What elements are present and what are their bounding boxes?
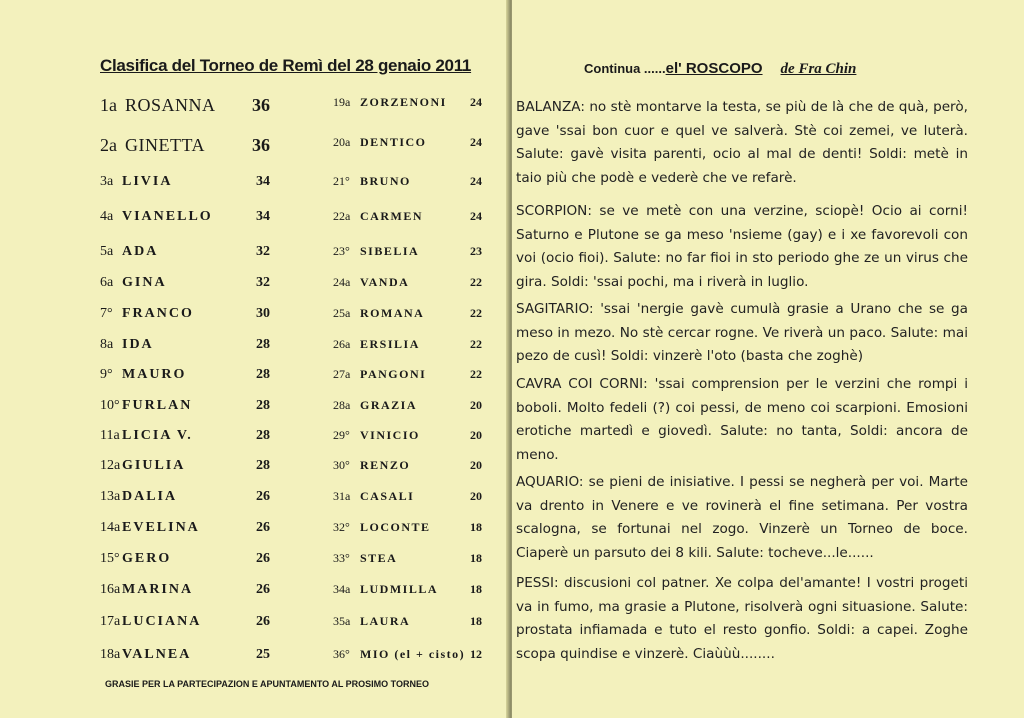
- standings-row: [0, 398, 508, 418]
- left-rank: 17a: [100, 614, 121, 629]
- right-name: DENTICO: [360, 135, 427, 149]
- right-rank: 32°: [333, 520, 350, 534]
- right-name: LOCONTE: [360, 520, 431, 534]
- right-name: GRAZIA: [360, 398, 418, 412]
- left-rank: 5a: [100, 244, 114, 259]
- standings-row: [0, 582, 508, 602]
- left-score: 26: [256, 582, 270, 597]
- left-rank: 7°: [100, 306, 113, 321]
- left-name: DALIA: [122, 489, 178, 504]
- sign-label: SCORPION:: [516, 203, 592, 219]
- sign-text: se ve metè con una verzine, sciopè! Ocio ai corni! Saturno e Plutone se ga meso 'nsieme (gay) e i xe favorevoli con voi (ocio fioi). Salute: no far fioi in sto periodo ghe ze un virus che gira. Soldi: 'ssai pochi, ma i riverà in luglio.: [516, 203, 968, 290]
- left-rank: 2a: [100, 135, 117, 155]
- standings-row: [0, 244, 508, 264]
- sign-text: se pieni de inisiative. I pessi se negherà per voi. Marte va drento in Venere e ve rovinerà el fine setimana. Per vostra scalogna, se fortunai nel zogo. Vinzerè un Torneo de boce. Ciaperè un parsuto dei 8 kili. Salute: tocheve...le......: [516, 474, 969, 561]
- right-score: 23: [470, 244, 482, 258]
- continua-label: Continua ......: [584, 61, 666, 76]
- right-name: ROMANA: [360, 306, 425, 320]
- left-score: 28: [256, 398, 270, 413]
- right-rank: 22a: [333, 209, 351, 223]
- standings-row: [0, 135, 508, 155]
- sign-label: BALANZA:: [516, 99, 585, 115]
- right-rank: 31a: [333, 489, 351, 503]
- horoscope-scorpion: [516, 200, 968, 294]
- left-name: GINETTA: [125, 135, 206, 155]
- right-rank: 24a: [333, 275, 351, 289]
- right-name: SIBELIA: [360, 244, 420, 258]
- sign-text: 'ssai comprension per le verzini che rompi i boboli. Molto fedeli (?) coi pessi, de meno coi scarpioni. Emosioni erotiche martedì e giovedì. Salute: no tanta, Soldi: ancora de meno.: [516, 376, 968, 463]
- left-score: 25: [256, 647, 270, 662]
- horoscope-pessi: [516, 572, 968, 666]
- right-score: 22: [470, 367, 482, 381]
- left-score: 28: [256, 458, 270, 473]
- right-name: BRUNO: [360, 174, 411, 188]
- right-score: 18: [470, 614, 482, 628]
- left-name: LICIA V.: [122, 428, 193, 443]
- left-name: GIULIA: [122, 458, 186, 473]
- standings-row: [0, 428, 508, 448]
- right-rank: 23°: [333, 244, 350, 258]
- left-rank: 6a: [100, 275, 114, 290]
- left-name: FRANCO: [122, 306, 194, 321]
- left-rank: 12a: [100, 458, 121, 473]
- standings-row: [0, 520, 508, 540]
- left-score: 26: [256, 489, 270, 504]
- left-name: LIVIA: [122, 174, 173, 189]
- right-rank: 27a: [333, 367, 351, 381]
- right-rank: 36°: [333, 647, 350, 661]
- horoscope-sagitario: [516, 298, 968, 369]
- sign-label: PESSI:: [516, 575, 559, 591]
- right-score: 18: [470, 520, 482, 534]
- left-score: 36: [252, 135, 270, 155]
- left-rank: 18a: [100, 647, 121, 662]
- left-rank: 8a: [100, 337, 114, 352]
- left-name: LUCIANA: [122, 614, 202, 629]
- left-rank: 4a: [100, 209, 114, 224]
- sign-label: SAGITARIO:: [516, 301, 594, 317]
- sign-text: discusioni col patner. Xe colpa del'amante! I vostri progeti va in fumo, ma grasie a Plutone, risolverà ogni situasione. Salute: prostata infiamada e tuto el resto gonfio. Soldi: a capei. Zoghe scopa quindise e vinzerè. Ciaùùù........: [516, 575, 968, 662]
- left-score: 28: [256, 337, 270, 352]
- left-score: 36: [252, 95, 270, 115]
- right-rank: 19a: [333, 95, 351, 109]
- left-score: 26: [256, 551, 270, 566]
- standings-row: [0, 458, 508, 478]
- right-score: 20: [470, 428, 482, 442]
- left-score: 26: [256, 520, 270, 535]
- right-name: LAURA: [360, 614, 411, 628]
- right-name: STEA: [360, 551, 398, 565]
- left-rank: 13a: [100, 489, 121, 504]
- right-score: 20: [470, 398, 482, 412]
- left-score: 32: [256, 244, 270, 259]
- right-score: 24: [470, 209, 482, 223]
- right-name: ERSILIA: [360, 337, 420, 351]
- sign-label: AQUARIO:: [516, 474, 584, 490]
- footer-note: GRASIE PER LA PARTECIPAZION E APUNTAMENTO AL PROSIMO TORNEO: [105, 679, 430, 689]
- standings-row: [0, 614, 508, 634]
- right-rank: 34a: [333, 582, 351, 596]
- left-rank: 3a: [100, 174, 114, 189]
- right-score: 20: [470, 458, 482, 472]
- right-name: LUDMILLA: [360, 582, 439, 596]
- left-score: 28: [256, 428, 270, 443]
- right-name: PANGONI: [360, 367, 427, 381]
- left-score: 30: [256, 306, 270, 321]
- right-name: ZORZENONI: [360, 95, 447, 109]
- right-score: 24: [470, 135, 482, 149]
- sign-text: no stè montarve la testa, se più de là che de quà, però, gave 'ssai bon cuor e quel ve salverà. Stè coi zemei, ve luterà. Salute: gavè visita parenti, ocio al mal de denti! Soldi: metè in taio più che podè e vederè che ve refarè.: [516, 99, 968, 186]
- right-rank: 26a: [333, 337, 351, 351]
- right-score: 20: [470, 489, 482, 503]
- right-rank: 28a: [333, 398, 351, 412]
- left-rank: 15°: [100, 551, 120, 566]
- left-name: ADA: [122, 244, 159, 259]
- author-name: de Fra Chin: [780, 61, 857, 77]
- left-rank: 16a: [100, 582, 121, 597]
- left-name: ROSANNA: [125, 95, 216, 115]
- left-rank: 11a: [100, 428, 120, 443]
- left-name: FURLAN: [122, 398, 193, 413]
- right-rank: 21°: [333, 174, 350, 188]
- left-rank: 9°: [100, 367, 113, 382]
- left-score: 34: [256, 174, 270, 189]
- right-rank: 20a: [333, 135, 351, 149]
- left-name: IDA: [122, 337, 154, 352]
- right-name: CARMEN: [360, 209, 423, 223]
- roscopo-title: el' ROSCOPO: [665, 60, 763, 77]
- right-rank: 33°: [333, 551, 350, 565]
- right-name: RENZO: [360, 458, 411, 472]
- standings-row: [0, 367, 508, 387]
- right-score: 24: [470, 95, 482, 109]
- left-name: GERO: [122, 551, 172, 566]
- right-rank: 25a: [333, 306, 351, 320]
- horoscope-balanza: [516, 96, 968, 190]
- standings-row: [0, 95, 508, 115]
- right-rank: 30°: [333, 458, 350, 472]
- right-rank: 29°: [333, 428, 350, 442]
- left-page: [0, 0, 508, 718]
- left-name: VALNEA: [122, 647, 192, 662]
- standings-row: [0, 551, 508, 571]
- left-name: VIANELLO: [122, 209, 213, 224]
- right-score: 18: [470, 582, 482, 596]
- right-name: MIO (el + cisto): [360, 647, 466, 661]
- right-score: 24: [470, 174, 482, 188]
- left-score: 26: [256, 614, 270, 629]
- right-name: VINICIO: [360, 428, 420, 442]
- left-rank: 14a: [100, 520, 121, 535]
- right-score: 18: [470, 551, 482, 565]
- right-rank: 35a: [333, 614, 351, 628]
- left-score: 32: [256, 275, 270, 290]
- horoscope-header: [584, 60, 856, 78]
- left-name: GINA: [122, 275, 167, 290]
- right-name: VANDA: [360, 275, 410, 289]
- left-name: EVELINA: [122, 520, 200, 535]
- right-score: 22: [470, 275, 482, 289]
- left-score: 28: [256, 367, 270, 382]
- sign-label: CAVRA COI CORNI:: [516, 376, 648, 392]
- standings-title: Clasifica del Torneo de Remì del 28 genaio 2011: [100, 56, 472, 75]
- horoscope-cavra: [516, 373, 968, 467]
- standings-row: [0, 489, 508, 509]
- sign-text: 'ssai 'nergie gavè cumulà grasie a Urano che se ga meso in mezo. No stè cercar rogne. Ve riverà un paco. Salute: mai pezo de cusì! Soldi: vinzerè l'oto (basta che zoghè): [516, 301, 968, 365]
- right-score: 22: [470, 306, 482, 320]
- right-score: 22: [470, 337, 482, 351]
- standings-row: [0, 174, 508, 194]
- left-rank: 10°: [100, 398, 120, 413]
- left-score: 34: [256, 209, 270, 224]
- standings-row: [0, 275, 508, 295]
- right-name: CASALI: [360, 489, 415, 503]
- standings-row: [0, 209, 508, 229]
- standings-row: [0, 306, 508, 326]
- right-score: 12: [470, 647, 482, 661]
- left-name: MAURO: [122, 367, 187, 382]
- standings-row: [0, 337, 508, 357]
- horoscope-aquario: [516, 471, 968, 565]
- left-rank: 1a: [100, 95, 117, 115]
- standings-row: [0, 647, 508, 667]
- left-name: MARINA: [122, 582, 194, 597]
